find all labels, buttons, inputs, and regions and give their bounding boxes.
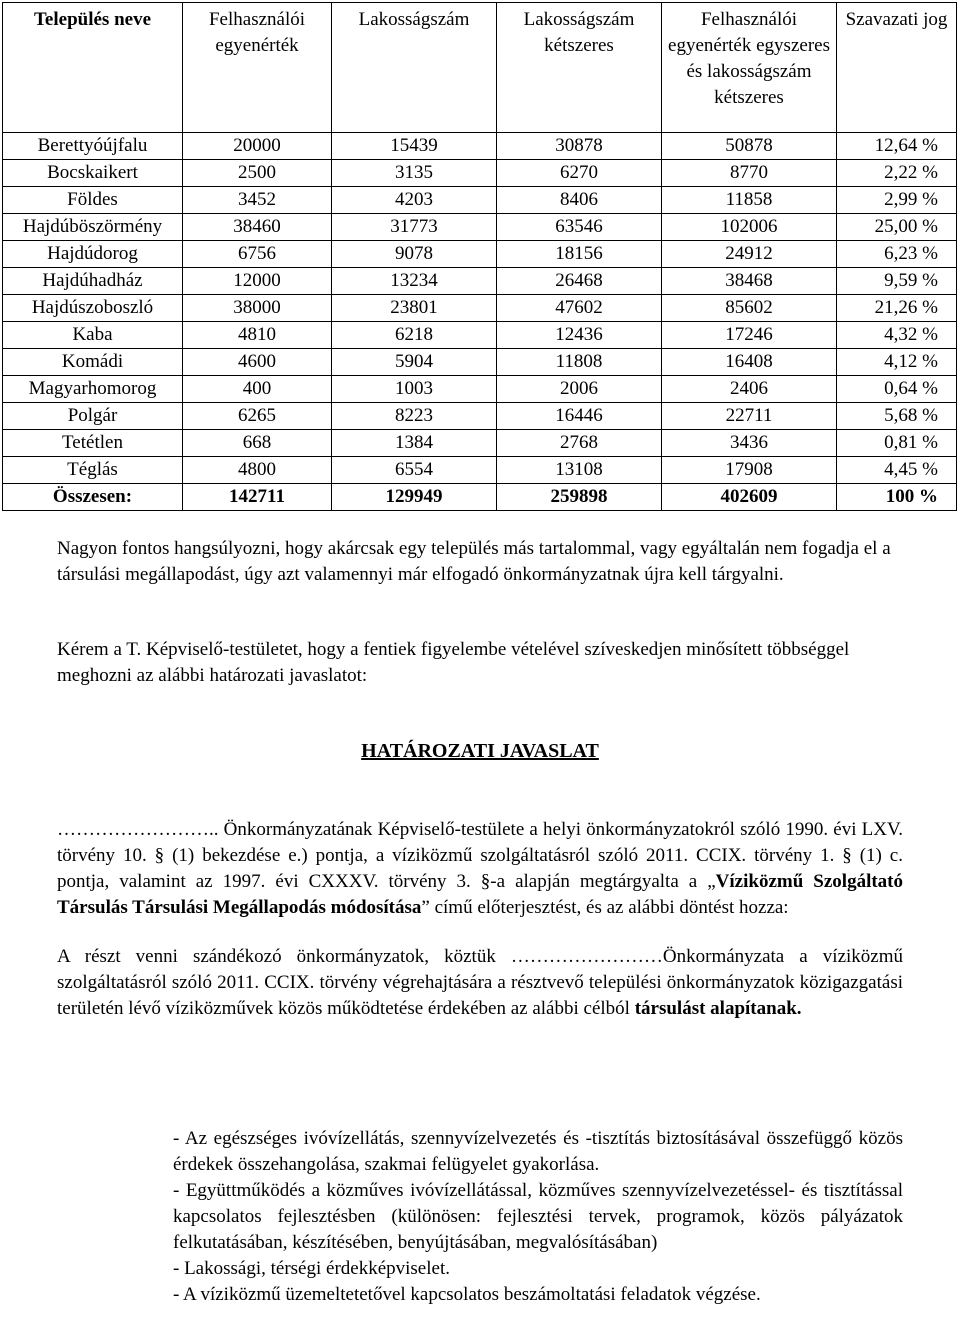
table-cell: 4203: [332, 187, 497, 214]
header-voting-right: Szavazati jog: [837, 3, 957, 133]
header-settlement-name: Település neve: [3, 3, 183, 133]
table-cell: 12,64 %: [837, 133, 957, 160]
table-cell: 4600: [183, 349, 332, 376]
voting-rights-table: [2, 2, 957, 511]
table-cell: 4,12 %: [837, 349, 957, 376]
table-cell: 129949: [332, 484, 497, 511]
table-cell: 6218: [332, 322, 497, 349]
table-cell: 30878: [497, 133, 662, 160]
table-cell: Hajdúböszörmény: [3, 214, 183, 241]
table-row: [3, 187, 957, 214]
resolution-text-bold: Víziközmű Szolgáltató Társulás Társulási Megállapodás módosítása: [57, 871, 904, 918]
resolution-text-1: …………………….. Önkormányzatának Képviselő-testülete a helyi önkormányzatokról szóló 1990. évi LXV. törvény 10. § (1) bekezdése e.) pontja, a víziközmű szolgáltatásról szóló 2011. CCIX. törvény 1. § (1) c. pontja, valamint az 1997. évi CXXXV. törvény 3. §-a alapján megtárgyalta a „: [57, 819, 903, 892]
paragraph-association: [57, 944, 903, 1022]
table-cell: 1384: [332, 430, 497, 457]
table-cell: 22711: [662, 403, 837, 430]
table-cell: 24912: [662, 241, 837, 268]
table-cell: 23801: [332, 295, 497, 322]
paragraph-request: Kérem a T. Képviselő-testületet, hogy a fentiek figyelembe vételével szíveskedjen minősített többséggel meghozni az alábbi határozati javaslatot:: [57, 639, 850, 686]
table-cell: 6270: [497, 160, 662, 187]
association-text-bold: társulást alapítanak.: [634, 998, 802, 1019]
table-cell: 17908: [662, 457, 837, 484]
table-cell: 3452: [183, 187, 332, 214]
table-cell: Bocskaikert: [3, 160, 183, 187]
table-cell: 13234: [332, 268, 497, 295]
table-cell: 25,00 %: [837, 214, 957, 241]
list-item: - Lakossági, térségi érdekképviselet.: [173, 1258, 450, 1279]
table-cell: 2,99 %: [837, 187, 957, 214]
table-cell: 38460: [183, 214, 332, 241]
table-header-row: [3, 3, 957, 133]
table-cell: 13108: [497, 457, 662, 484]
table-cell: Magyarhomorog: [3, 376, 183, 403]
table-cell: 9,59 %: [837, 268, 957, 295]
table-cell: Komádi: [3, 349, 183, 376]
table-cell: 47602: [497, 295, 662, 322]
header-combined: Felhasználói egyenérték egyszeres és lakosságszám kétszeres: [662, 3, 837, 133]
table-row: [3, 295, 957, 322]
table-cell: 0,64 %: [837, 376, 957, 403]
table-cell: 2768: [497, 430, 662, 457]
table-cell: 3436: [662, 430, 837, 457]
table-cell: 5904: [332, 349, 497, 376]
table-cell: 8223: [332, 403, 497, 430]
table-cell: 17246: [662, 322, 837, 349]
header-user-equivalent: Felhasználói egyenérték: [183, 3, 332, 133]
table-cell: 142711: [183, 484, 332, 511]
table-cell: 668: [183, 430, 332, 457]
paragraph-renegotiation-note: Nagyon fontos hangsúlyozni, hogy akárcsak egy település más tartalommal, vagy egyáltalán nem fogadja el a társulási megállapodást, úgy azt valamennyi már elfogadó önkormányzatnak újra kell tárgyalni.: [57, 538, 891, 585]
table-cell: 11858: [662, 187, 837, 214]
table-cell: Téglás: [3, 457, 183, 484]
table-cell: 38468: [662, 268, 837, 295]
table-row: [3, 430, 957, 457]
goals-list: [173, 1126, 903, 1308]
table-cell: 11808: [497, 349, 662, 376]
table-cell: 16446: [497, 403, 662, 430]
table-cell: 12000: [183, 268, 332, 295]
table-cell: 6265: [183, 403, 332, 430]
table-cell: 4,32 %: [837, 322, 957, 349]
table-cell: 4800: [183, 457, 332, 484]
table-cell: 3135: [332, 160, 497, 187]
table-cell: Berettyóújfalu: [3, 133, 183, 160]
table-cell: 21,26 %: [837, 295, 957, 322]
table-cell: 50878: [662, 133, 837, 160]
table-cell: Tetétlen: [3, 430, 183, 457]
table-cell: Kaba: [3, 322, 183, 349]
association-text: A részt venni szándékozó önkormányzatok, köztük ……………………Önkormányzata a víziközmű szolgáltatásról szóló 2011. CCIX. törvény végrehajtására a résztvevő települési önkormányzatok közigazgatási területén lévő víziközművek közös működtetése érdekében az alábbi célból: [57, 946, 903, 1019]
resolution-heading: HATÁROZATI JAVASLAT: [361, 740, 599, 762]
table-cell: 102006: [662, 214, 837, 241]
table-cell: 26468: [497, 268, 662, 295]
table-cell: 9078: [332, 241, 497, 268]
list-item: - Az egészséges ivóvízellátás, szennyvízelvezetés és -tisztítás biztosításával összefüggő közös érdekek összehangolása, szakmai felügyelet gyakorlása.: [173, 1128, 903, 1175]
table-cell: 6756: [183, 241, 332, 268]
table-cell: 400: [183, 376, 332, 403]
table-cell: 2500: [183, 160, 332, 187]
table-cell: 4810: [183, 322, 332, 349]
table-total-row: [3, 484, 957, 511]
table-cell: 6554: [332, 457, 497, 484]
list-item: - Együttműködés a közműves ivóvízellátással, közműves szennyvízelvezetéssel- és tisztítással kapcsolatos fejlesztésben (különösen: fejlesztési tervek, programok, közös pályázatok felkutatásában, készítésében, benyújtásában, megvalósításában): [173, 1180, 903, 1253]
table-cell: 2006: [497, 376, 662, 403]
header-population: Lakosságszám: [332, 3, 497, 133]
table-row: [3, 214, 957, 241]
table-cell: Polgár: [3, 403, 183, 430]
table-cell: 31773: [332, 214, 497, 241]
table-cell: 2406: [662, 376, 837, 403]
table-row: [3, 133, 957, 160]
list-item: - A víziközmű üzemeltetetővel kapcsolatos beszámoltatási feladatok végzése.: [173, 1284, 761, 1305]
table-cell: Hajdúszoboszló: [3, 295, 183, 322]
table-cell: 85602: [662, 295, 837, 322]
table-row: [3, 241, 957, 268]
table-cell: 15439: [332, 133, 497, 160]
table-cell: Összesen:: [3, 484, 183, 511]
table-cell: 8770: [662, 160, 837, 187]
table-row: [3, 403, 957, 430]
table-cell: 402609: [662, 484, 837, 511]
table-cell: 4,45 %: [837, 457, 957, 484]
table-cell: 6,23 %: [837, 241, 957, 268]
table-cell: 259898: [497, 484, 662, 511]
table-cell: 0,81 %: [837, 430, 957, 457]
table-cell: 5,68 %: [837, 403, 957, 430]
table-cell: 8406: [497, 187, 662, 214]
table-row: [3, 349, 957, 376]
table-cell: 100 %: [837, 484, 957, 511]
table-cell: 12436: [497, 322, 662, 349]
table-cell: 18156: [497, 241, 662, 268]
table-row: [3, 322, 957, 349]
table-cell: 63546: [497, 214, 662, 241]
table-row: [3, 376, 957, 403]
table-cell: 20000: [183, 133, 332, 160]
table-cell: 1003: [332, 376, 497, 403]
header-population-double: Lakosságszám kétszeres: [497, 3, 662, 133]
table-cell: 16408: [662, 349, 837, 376]
table-cell: Hajdúhadház: [3, 268, 183, 295]
table-cell: Hajdúdorog: [3, 241, 183, 268]
table-row: [3, 457, 957, 484]
paragraph-resolution-body: [57, 817, 903, 921]
table-cell: 38000: [183, 295, 332, 322]
resolution-text-2: ” című előterjesztést, és az alábbi döntést hozza:: [421, 897, 789, 918]
table-cell: Földes: [3, 187, 183, 214]
table-cell: 2,22 %: [837, 160, 957, 187]
table-row: [3, 160, 957, 187]
table-row: [3, 268, 957, 295]
